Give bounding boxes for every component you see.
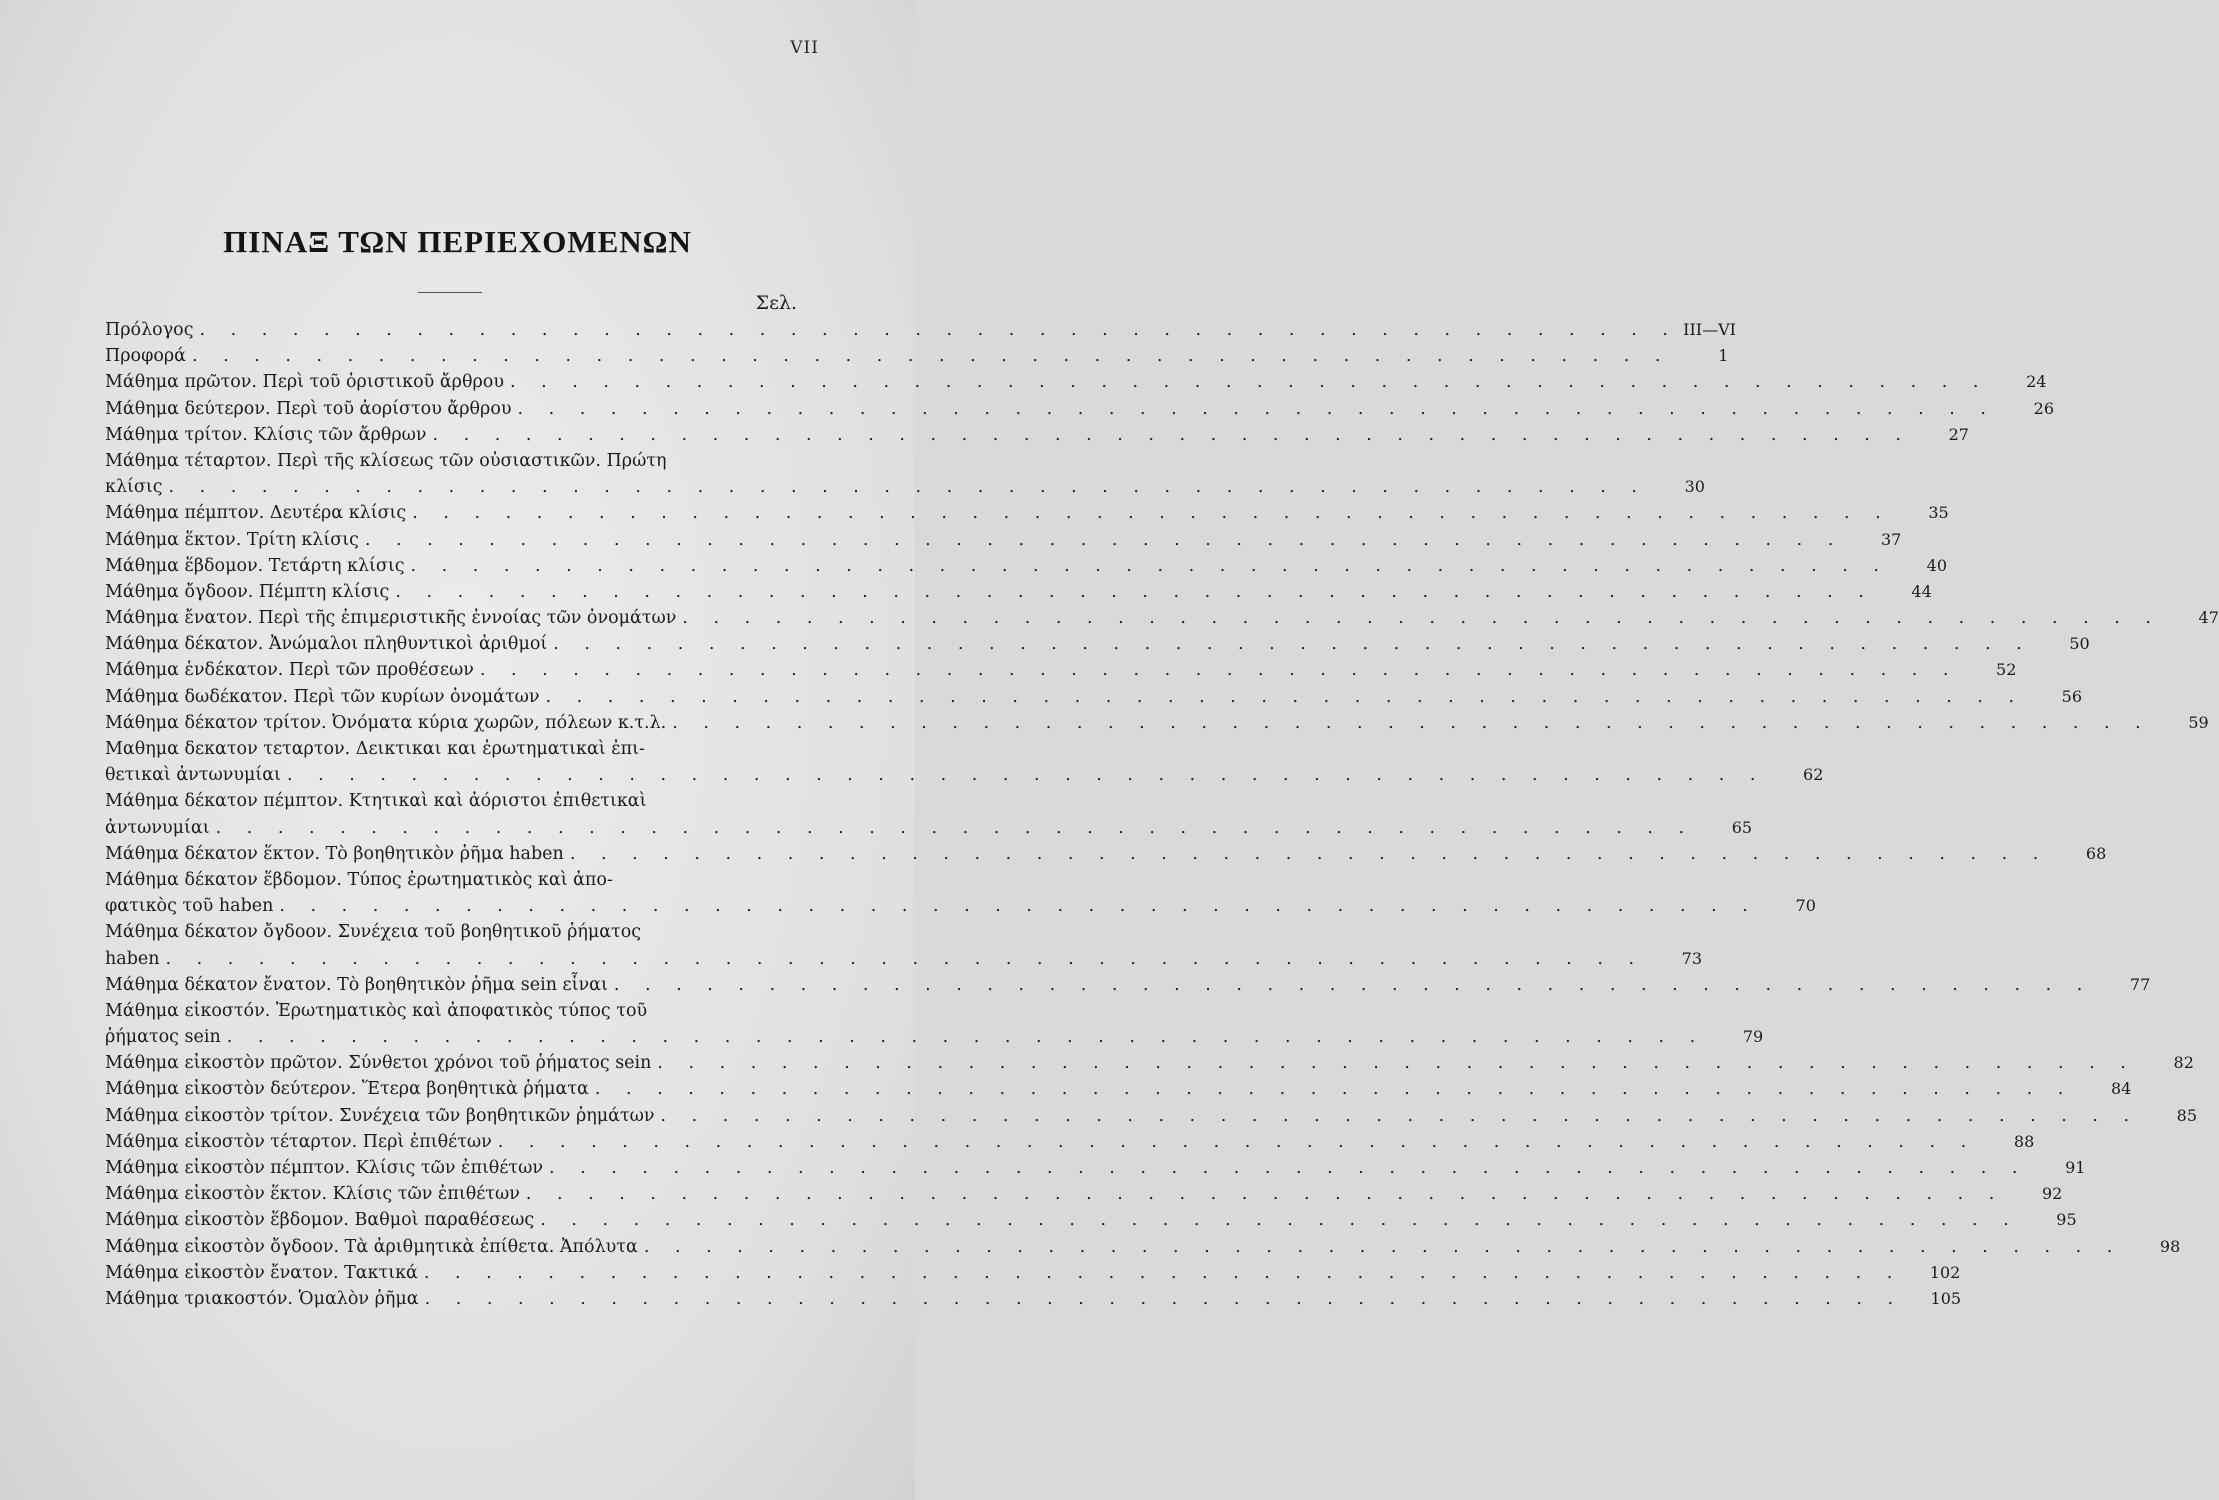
toc-entry (105, 998, 1764, 1050)
toc-entry-line (105, 1286, 1962, 1312)
dot-leader (589, 1076, 2073, 1102)
dot-leader (512, 396, 1996, 422)
toc-entry-text: Μάθημα δέκατον ἔνατον. Τὸ βοηθητικὸν ῥῆμα sein εἶναι (105, 974, 608, 995)
toc-entry (105, 317, 1736, 343)
dot-leader (676, 605, 2160, 631)
toc-page-number: 84 (2110, 1079, 2132, 1099)
toc-entry-line (105, 422, 1969, 448)
toc-entry (105, 1155, 2086, 1181)
toc-entry-line (105, 631, 2090, 657)
dot-leader (474, 657, 1958, 683)
toc-entry-continuation (105, 1024, 1764, 1050)
toc-entry (105, 605, 2219, 631)
toc-page-number: 105 (1930, 1288, 1962, 1308)
toc-page-number: 24 (2026, 372, 2047, 392)
toc-entry-text: Μάθημα εἰκοστὸν ἕβδομον. Βαθμοὶ παραθέσεως (105, 1210, 535, 1231)
dot-leader (160, 946, 1644, 972)
toc-entry-line (105, 1076, 2132, 1102)
toc-entry (105, 1103, 2198, 1129)
toc-entry-text: φατικὸς τοῦ haben (105, 896, 274, 917)
toc-page-number: 62 (1803, 765, 1824, 785)
dot-leader (655, 1103, 2139, 1129)
toc-page-number: 73 (1681, 948, 1703, 968)
dot-leader (281, 762, 1765, 788)
toc-entry-line (105, 527, 1902, 553)
toc-entry-continuation (105, 762, 1824, 788)
toc-entry (105, 1050, 2194, 1076)
toc-page-number: 47 (2198, 608, 2219, 628)
toc-entry-text: Μάθημα ὄγδοον. Πέμπτη κλίσις (105, 581, 390, 602)
toc-page-number: 52 (1996, 660, 2017, 680)
toc-entry (105, 788, 1753, 840)
toc-entry-text: Μαθημα δεκατον τεταρτον. Δεικτικαι και ἐρωτηματικαὶ ἐπι- (105, 739, 645, 759)
toc-entry-line (105, 1234, 2181, 1260)
toc-entry-continuation (105, 474, 1705, 500)
toc-entry-line (105, 1103, 2198, 1129)
toc-entry (105, 1260, 1961, 1286)
toc-entry-text: Μάθημα δέκατον. Ἀνώμαλοι πληθυντικοὶ ἀριθμοί (105, 634, 548, 655)
toc-page-number: 59 (2188, 712, 2209, 732)
toc-page-number: 95 (2056, 1210, 2077, 1230)
toc-entry (105, 684, 2083, 710)
toc-page-number: 70 (1795, 896, 1816, 916)
toc-entry-line (105, 500, 1949, 526)
toc-entry-text: Μάθημα τρίτον. Κλίσις τῶν ἄρθρων (105, 424, 427, 445)
toc-entry (105, 736, 1824, 788)
toc-entry-text: Μάθημα ἕβδομον. Τετάρτη κλίσις (105, 555, 405, 576)
toc-page-number: 1 (1718, 346, 1729, 366)
toc-entry-text: Μάθημα ἔνατον. Περὶ τῆς ἐπιμεριστικῆς ἐννοίας τῶν ὀνομάτων (105, 608, 677, 629)
toc-entry-line (105, 1155, 2086, 1181)
dot-leader (194, 317, 1678, 343)
toc-page-number: 88 (2013, 1131, 2035, 1151)
dot-leader (504, 369, 1988, 395)
table-of-contents (105, 317, 2219, 1312)
dot-leader (406, 500, 1890, 526)
toc-entry-text: κλίσις (105, 477, 163, 498)
toc-entry-text: Μάθημα εἰκοστὸν πέμπτον. Κλίσις τῶν ἐπιθέτων (105, 1158, 543, 1178)
dot-leader (221, 1024, 1705, 1050)
dot-leader (534, 1207, 2018, 1233)
toc-entry-text: ῥήματος sein (105, 1027, 221, 1048)
toc-entry-continuation (105, 893, 1816, 919)
toc-entry-text: Μάθημα δέκατον πέμπτον. Κτητικαὶ καὶ ἀόριστοι ἐπιθετικαὶ (105, 791, 647, 812)
toc-page-number: 65 (1731, 817, 1753, 837)
dot-leader (427, 422, 1911, 448)
toc-entry-line (105, 317, 1736, 343)
page-title: ΠΙΝΑΞ ΤΩΝ ΠΕΡΙΕΧΟΜΕΝΩΝ (223, 224, 692, 259)
toc-entry (105, 631, 2090, 657)
toc-page-number: 82 (2173, 1053, 2194, 1073)
toc-entry (105, 657, 2017, 683)
toc-entry-text: Μάθημα δέκατον τρίτον. Ὀνόματα κύρια χωρῶν, πόλεων κ.τ.λ. (105, 712, 667, 733)
toc-page-number: 50 (2069, 634, 2090, 654)
toc-entry (105, 1286, 1962, 1312)
toc-entry (105, 448, 1705, 500)
dot-leader (547, 631, 2031, 657)
toc-entry (105, 422, 1969, 448)
toc-page-number: 91 (2065, 1158, 2086, 1177)
toc-entry-text: Μάθημα εἰκοστὸν τρίτον. Συνέχεια τῶν βοηθητικῶν ῥημάτων (105, 1105, 655, 1126)
toc-entry-text: Μάθημα δέκατον ἕκτον. Τὸ βοηθητικὸν ῥῆμα haben (105, 843, 564, 864)
toc-entry (105, 579, 1932, 605)
toc-entry-line (105, 1050, 2194, 1076)
dot-leader (163, 474, 1647, 500)
toc-entry-line (105, 343, 1729, 369)
toc-entry-text: Μάθημα δεύτερον. Περὶ τοῦ ἀορίστου ἄρθρου (105, 398, 512, 419)
toc-entry-text: Μάθημα εἰκοστὸν τέταρτον. Περὶ ἐπιθέτων (105, 1131, 492, 1152)
dot-leader (186, 343, 1670, 369)
toc-entry (105, 527, 1902, 553)
toc-entry-line (105, 998, 795, 1024)
toc-entry-text: Προφορά (105, 346, 186, 367)
dot-leader (273, 893, 1757, 919)
toc-entry (105, 867, 1816, 919)
toc-entry-text: Μάθημα πρῶτον. Περὶ τοῦ ὁριστικοῦ ἄρθρου (105, 372, 504, 393)
toc-page-number: 68 (2085, 843, 2107, 863)
toc-entry-line (105, 867, 795, 893)
toc-entry (105, 343, 1729, 369)
toc-entry-text: Μάθημα εἰκοστὸν πρῶτον. Σύνθετοι χρόνοι τοῦ ῥήματος sein (105, 1053, 652, 1074)
toc-entry (105, 369, 2047, 395)
toc-entry-line (105, 448, 795, 474)
dot-leader (543, 1155, 2027, 1181)
toc-entry-text: Μάθημα πέμπτον. Δευτέρα κλίσις (105, 503, 407, 524)
toc-entry-text: Μάθημα τέταρτον. Περὶ τῆς κλίσεως τῶν οὐσιαστικῶν. Πρώτη (105, 450, 667, 471)
toc-entry (105, 1207, 2077, 1233)
dot-leader (608, 972, 2092, 998)
toc-entry-line (105, 553, 1947, 579)
dot-leader (492, 1129, 1976, 1155)
toc-entry (105, 1076, 2132, 1102)
toc-entry-continuation (105, 946, 1703, 972)
dot-leader (651, 1050, 2135, 1076)
dot-leader (359, 527, 1843, 553)
toc-page-number: 40 (1926, 555, 1947, 575)
toc-entry-line (105, 919, 795, 945)
toc-entry (105, 919, 1703, 971)
dot-leader (564, 841, 2048, 867)
toc-entry (105, 553, 1947, 579)
toc-entry-line (105, 579, 1932, 605)
toc-entry-line (105, 710, 2209, 736)
toc-entry-text: Μάθημα εἰκοστὸν ὄγδοον. Τὰ ἀριθμητικὰ ἐπίθετα. Ἀπόλυτα (105, 1236, 638, 1257)
toc-entry-text: Πρόλογος (105, 320, 194, 340)
toc-entry-text: ἀντωνυμίαι (105, 817, 210, 838)
toc-entry-line (105, 1207, 2077, 1233)
toc-entry-line (105, 684, 2083, 710)
toc-entry-text: Μάθημα εἰκοστὸν ἔνατον. Τακτικά (105, 1262, 418, 1283)
toc-entry-line (105, 396, 2054, 422)
dot-leader (389, 579, 1873, 605)
toc-entry-text: Μάθημα τριακοστόν. Ὁμαλὸν ῥῆμα (105, 1288, 419, 1309)
toc-entry-line (105, 972, 2151, 998)
toc-page-number: 44 (1911, 581, 1932, 601)
dot-leader (540, 684, 2024, 710)
toc-page-number: 27 (1948, 424, 1969, 444)
toc-entry-line (105, 605, 2219, 631)
toc-entry-continuation (105, 815, 1753, 841)
dot-leader (418, 1260, 1902, 1286)
dot-leader (638, 1234, 2122, 1260)
toc-entry-line (105, 1129, 2035, 1155)
toc-page-number: 77 (2129, 974, 2151, 994)
toc-page-number: 30 (1684, 477, 1705, 497)
toc-page-number: 102 (1929, 1262, 1961, 1282)
dot-leader (666, 710, 2150, 736)
toc-entry-text: Μάθημα ἕκτον. Τρίτη κλίσις (105, 529, 359, 550)
toc-entry-text: Μάθημα εἰκοστὸν ἕκτον. Κλίσις τῶν ἐπιθέτων (105, 1184, 520, 1205)
toc-entry-line (105, 788, 795, 814)
toc-entry-text: Μάθημα εἰκοστὸν δεύτερον. Ἕτερα βοηθητικὰ ῥήματα (105, 1079, 589, 1100)
page-column-header: Σελ. (755, 292, 797, 314)
toc-entry-text: Μάθημα δέκατον ὄγδοον. Συνέχεια τοῦ βοηθητικοῦ ῥήματος (105, 922, 642, 943)
toc-entry-text: Μάθημα δέκατον ἕβδομον. Τύπος ἐρωτηματικὸς καὶ ἀπο- (105, 869, 613, 890)
toc-entry (105, 396, 2054, 422)
toc-entry (105, 1129, 2035, 1155)
toc-entry (105, 1181, 2063, 1207)
toc-entry-line (105, 736, 795, 762)
toc-entry (105, 841, 2107, 867)
toc-page-number: 98 (2159, 1236, 2181, 1256)
toc-page-number: 26 (2033, 398, 2054, 418)
toc-entry-line (105, 1181, 2063, 1207)
title-divider (418, 292, 482, 293)
toc-page-number: 56 (2061, 686, 2083, 706)
dot-leader (210, 815, 1694, 841)
toc-entry (105, 710, 2209, 736)
toc-page-number: 85 (2176, 1105, 2198, 1125)
toc-entry-line (105, 369, 2047, 395)
toc-entry-text: Μάθημα εἰκοστόν. Ἐρωτηματικὸς καὶ ἀποφατικὸς τύπος τοῦ (105, 1000, 648, 1021)
dot-leader (405, 553, 1889, 579)
toc-entry-line (105, 841, 2107, 867)
toc-page-number: 35 (1928, 503, 1949, 523)
toc-entry-line (105, 657, 2017, 683)
page-number: VII (790, 38, 819, 58)
toc-page-number: 37 (1880, 529, 1902, 549)
toc-entry-text: θετικαὶ ἀντωνυμίαι (105, 765, 281, 786)
toc-page-number: 79 (1742, 1027, 1764, 1047)
dot-leader (520, 1181, 2004, 1207)
toc-entry-line (105, 1260, 1961, 1286)
dot-leader (419, 1286, 1903, 1312)
toc-entry-text: Μάθημα ἑνδέκατον. Περὶ τῶν προθέσεων (105, 660, 474, 681)
toc-entry (105, 1234, 2181, 1260)
toc-entry (105, 500, 1949, 526)
toc-entry-text: Μάθημα δωδέκατον. Περὶ τῶν κυρίων ὀνομάτων (105, 686, 540, 707)
toc-entry-text: haben (105, 948, 160, 969)
toc-entry (105, 972, 2151, 998)
toc-page-number: 92 (2042, 1184, 2063, 1204)
toc-page-number: III—VI (1683, 320, 1736, 339)
